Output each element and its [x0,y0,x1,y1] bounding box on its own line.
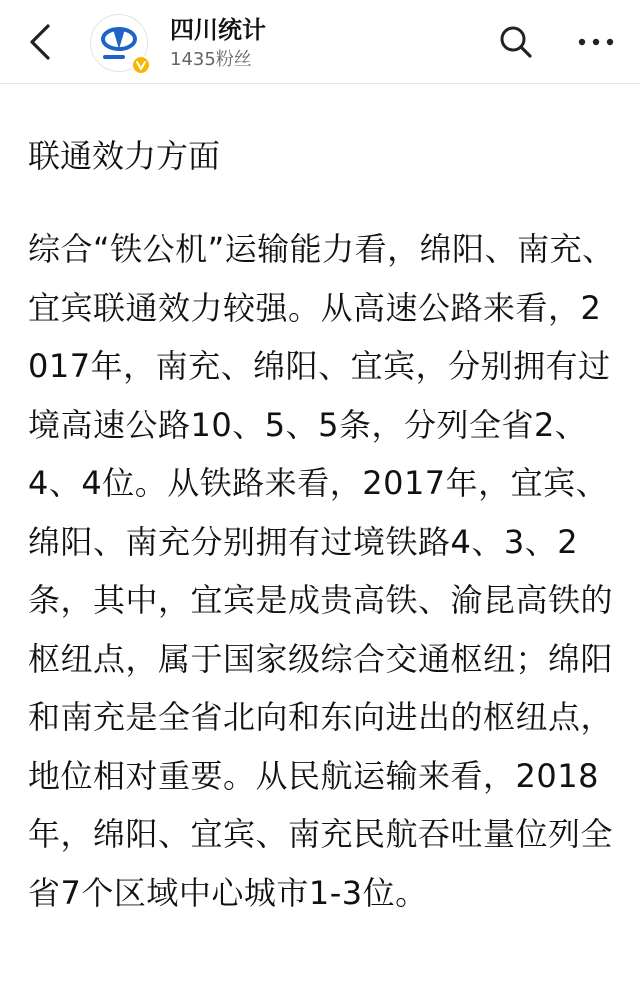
fans-count: 1435粉丝 [170,49,252,70]
search-button[interactable] [496,22,536,62]
article-body [28,132,618,922]
search-icon [498,24,534,60]
avatar[interactable] [90,14,148,72]
chevron-left-icon [28,23,52,61]
article-paragraph: 综合“铁公机”运输能力看，绵阳、南充、宜宾联通效力较强。从高速公路来看，2017年，南充、绵阳、宜宾，分别拥有过境高速公路10、5、5条，分列全省2、4、4位。从铁路来看，2017年，宜宾、绵阳、南充分别拥有过境铁路4、3、2条，其中，宜宾是成贵高铁、渝昆高铁的枢纽点，属于国家级综合交通枢纽；绵阳和南充是全省北向和东向进出的枢纽点，地位相对重要。从民航运输来看，2018年，绵阳、宜宾、南充民航吞吐量位列全省7个区域中心城市1-3位。 [28,230,615,912]
account-name[interactable]: 四川统计 [170,16,266,44]
back-button[interactable] [22,20,58,64]
verified-badge-icon [131,55,151,75]
top-bar [0,0,640,84]
more-button[interactable] [574,22,618,62]
section-title: 联通效力方面 [28,137,221,175]
more-horizontal-icon [577,37,615,47]
